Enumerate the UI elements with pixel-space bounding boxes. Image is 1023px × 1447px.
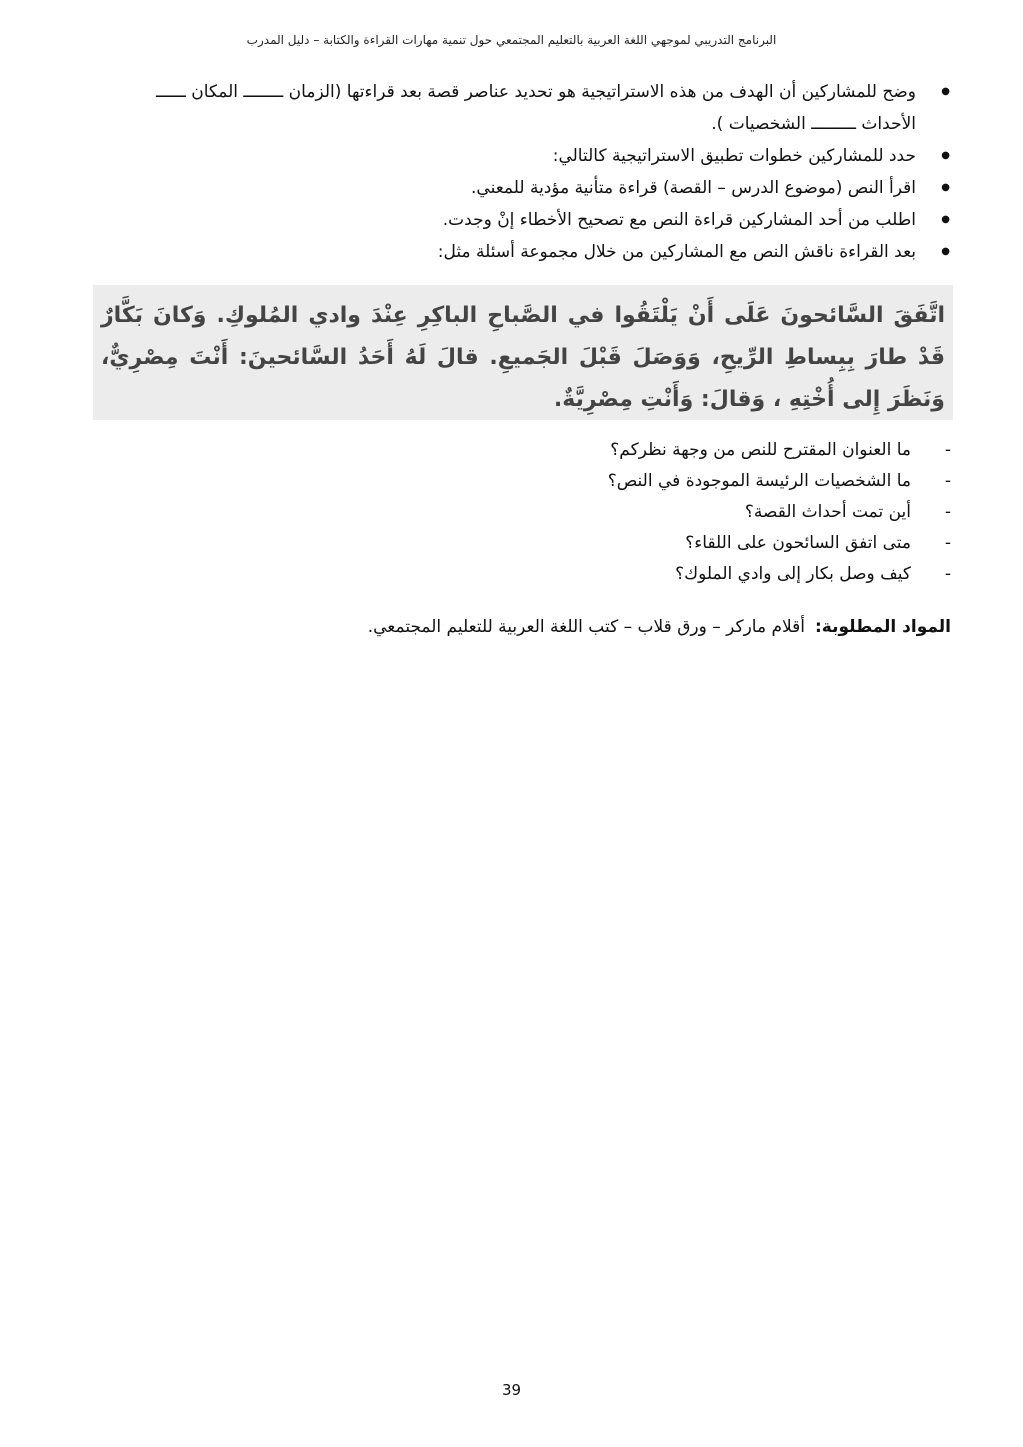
question-item: - ما العنوان المقترح للنص من وجهة نظركم؟ bbox=[96, 435, 951, 466]
instruction-list bbox=[96, 76, 951, 268]
materials-label: المواد المطلوبة: bbox=[815, 617, 951, 637]
materials-value: أقلام ماركر – ورق قلاب – كتب اللغة العربية للتعليم المجتمعي. bbox=[367, 617, 805, 637]
materials-line bbox=[368, 612, 951, 642]
instruction-item: ● حدد للمشاركين خطوات تطبيق الاستراتيجية كالتالي: bbox=[96, 140, 951, 172]
question-item: - كيف وصل بكار إلى وادي الملوك؟ bbox=[96, 559, 951, 590]
page-header: البرنامج التدريبي لموجهي اللغة العربية بالتعليم المجتمعي حول تنمية مهارات القراءة والكتابة – دليل المدرب bbox=[246, 33, 777, 47]
story-passage-text: اتَّفَقَ السَّائحونَ عَلَى أَنْ يَلْتَقُوا في الصَّباحِ الباكِرِ عِنْدَ وادي المُلوكِ. وَكانَ بَكَّارٌ قَدْ طارَ بِبِساطِ الرِّيحِ، وَوَصَلَ قَبْلَ الجَميعِ. قالَ لَهُ أَحَدُ السَّائحينَ: أَنْتَ مِصْرِيٌّ، وَنَظَرَ إِلى أُخْتِهِ ، وَقالَ: وَأَنْتِ مِصْرِيَّةٌ. bbox=[101, 303, 945, 412]
question-item: - أين تمت أحداث القصة؟ bbox=[96, 497, 951, 528]
story-passage-box bbox=[93, 285, 953, 420]
question-item: - ما الشخصيات الرئيسة الموجودة في النص؟ bbox=[96, 466, 951, 497]
instruction-item: ● بعد القراءة ناقش النص مع المشاركين من خلال مجموعة أسئلة مثل: bbox=[96, 236, 951, 268]
question-list bbox=[96, 435, 951, 590]
instruction-item: ● اقرأ النص (موضوع الدرس – القصة) قراءة متأنية مؤدية للمعني. bbox=[96, 172, 951, 204]
page-number: 39 bbox=[501, 1381, 522, 1399]
question-item: - متى اتفق السائحون على اللقاء؟ bbox=[96, 528, 951, 559]
instruction-item: ● اطلب من أحد المشاركين قراءة النص مع تصحيح الأخطاء إنْ وجدت. bbox=[96, 204, 951, 236]
instruction-item: ● وضح للمشاركين أن الهدف من هذه الاستراتيجية هو تحديد عناصر قصة بعد قراءتها (الزمان ــــــــ المكان ــــــ الأحداث ـــــــــ الشخصيات ). bbox=[96, 76, 951, 140]
